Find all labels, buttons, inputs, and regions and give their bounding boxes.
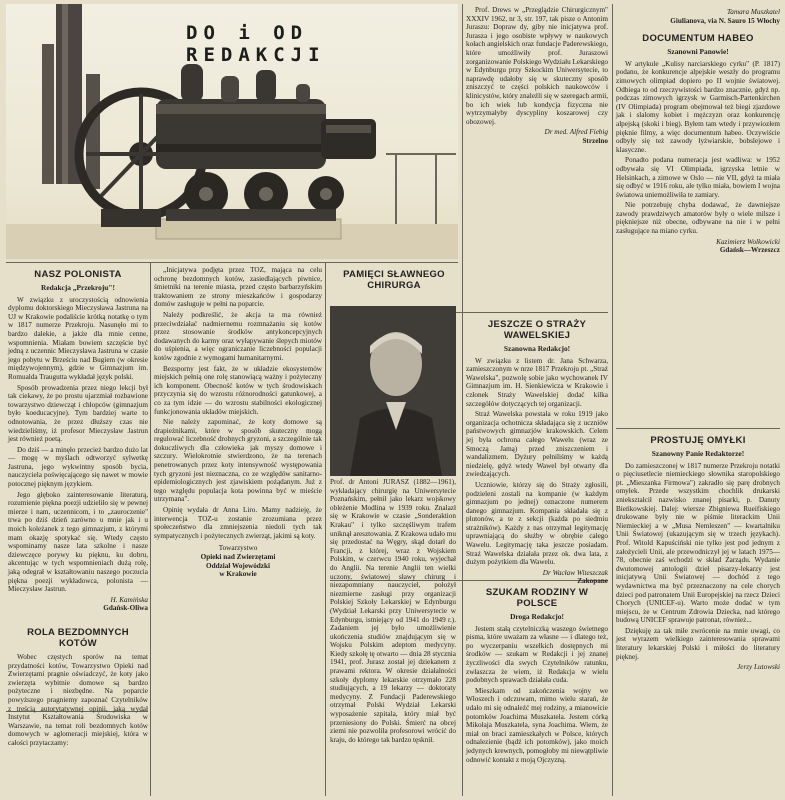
signature: H. Kamińska [110,595,148,604]
article-greeting: Szanowni Panowie! [667,47,729,57]
paragraph: Jestem stałą czytelniczką waszego świetnego pisma, które uważam za własne — i dlatego też, po wyczerpaniu wszelkich dostępnych mi środków — szukam w Redakcji i jej znanej życzliwości dla swych Czytelników ratunku, zwłaszcza że wiem, iż Redakcja w wielu podobnych sprawach działała cuda. [466,624,608,685]
paragraph: Uczniowie, którzy się do Straży zgłosili, podzieleni zostali na kompanie (w każdym gimnazjum po jednej) oznaczone numerem danego gimnazjum. Kompania składała się z plutonów, a te z sekcji (każda po siedmiu strażników). Każdy z nas otrzymał legitymację uprawniającą do służby w obrębie całego Wawelu. Legitymację taka jeszcze posiadam. Straż Wawelska działała przez ok. dwa lata, z dużym pożytkiem dla Wawelu. [466,480,608,567]
signature-line: Towarzystwo [218,544,258,553]
paragraph: Należy podkreślić, że akcja ta ma również przeciwdziałać nadmiernemu rozmnażaniu się kotów przez stosowanie środków antykoncepcyjnych dodawanych do karmy oraz wyłapywanie ślepych miotów do uśpienia, a więc ograniczanie liczebności populacji kotów zgodnie z wymogami humanitarnymi. [154,310,322,362]
article-polonista [8,266,148,796]
paragraph: Nie należy zapominać, że koty domowe są drapieżnikami, które w sposób skuteczny mogą regulować liczebność drobnych gryzoni, a szczególnie tak dokuczliwych dla człowieka jak myszy domowe i szczury. Wielokrotnie stwierdzono, że na terenach penetrowanych przez koty intensywność występowania tych gryzoni jest nieznaczna, co ze względów sanitarno-epidemiologicznych jest zjawiskiem pożądanym. Już z tego względu populacja kota powinna być w mieście utrzymana". [154,418,322,504]
paragraph: Opinię wydała dr Anna Liro. Mamy nadzieję, że interwencja TOZ-u zostanie zrozumiana przez społeczeństwo dla zmniejszenia niedoli tych tak sympatycznych i pożytecznych zwierząt, jakimi są koty. [154,506,322,540]
signature-place: Giulianova, via N. Sauro 15 Włochy [670,16,780,25]
paragraph: Mieszkam od zakończenia wojny we Włoszech i odczuwam, mimo wielu starań, że udało mi się odnaleźć mej rodziny, a mianowicie potomków Joachima Muszkatela. Jestem córką Mikołaja Muszkatela, syna Joachima. Wiem, że miał on braci zamieszkałych w Polsce, których odnalezienie (bądź ich potomków), jako moich jedynych krewnych, pomogłoby mi niewątpliwie odnowić kontakt z moją Ojczyzną. [466,686,608,764]
article-title: SZUKAM RODZINY W POLSCE [485,587,589,609]
paragraph: W związku z listem dr. Jana Schwarza, zamieszczonym w nrze 1817 Przekroju pt. „Straż Wawelska", pozwolę sobie jako wychowanek IV Gimnazjum im. H. Sienkiewicza w Krakowie i członek Straży Wawelskiej dodać kilka szczegółów dotyczących tej organizacji. [466,356,608,408]
chirurg-heading [330,266,458,310]
article-greeting: Droga Redakcjo! [510,612,564,621]
signature-place: Zakopane [577,577,608,586]
paragraph: Prof. Drews w „Przeglądzie Chirurgicznym" XXXIV 1962, nr 3, str. 197, tak pisze o Antonim Juraszu: Dopraw dy, giby nie inicjatywa prof. Jurasza i jego osobiste wpływy w naukowych kołach angielskich oraz fundacje Paderewskiego, które umożliwiły prof. Juraszowi zorganizowanie Polskiego Wydziału Lekarskiego w Edynburgu przy Szkockim Uniwersytecie, to naprawdę udałoby się w skuteczny sposób zniszczyć te części polskich naukowców i klinicystów, który znaleźli się w szeregach armii, bo ich wiek lub kondycja fizyczna nie wytrzymałyby dyscypliny koszarowej czy obozowej. [466,6,609,126]
paragraph: Bezsporny jest fakt, że w układzie ekosystemów miejskich pełnią one rolę stanowiącą ważny i pożyteczny ich komponent. Obecność kotów w tych środowiskach przyczynia się do wzrostu różnorodności gatunkowej, a co za tym idzie — do wzrostu stabilności ekologicznej funkcjonowania układów miejskich. [154,364,322,416]
paragraph: Do zamieszczonej w 1817 numerze Przekroju notatki o pięciusetlecie niemieckiego słownika staropolskiego pt. „Mieszanka Firmowa") zakradło się parę drobnych omyłek. Przede wszystkim chochlik drukarski zniekształcił nazwisko znanej pisarki, p. Danuty Bieńkowskiej. Dalej: wiersze Zbigniewa Rueifiskiego drukowane były nie w piśmie literackim Unii Niemieckiej a w „Musa Nemleszen" — kwartalniku Unii Światowej (ukazującym się w trzech językach). Prof. Witold Kapuściński nie tylko jest pod jednym z założycieli Unii, ale przewodniczył jej w latach 1975—78, obecnie zaś wchodzi w skład Zarządu. Wydanie dwutomowej antologii dzieł pisarzy-lekarzy jest inicjatywą Unii Światowej — dochód z tego wydawnictwa ma być przeznaczony na cele chorych dzieci pod patronatem Unii Europejskiej na rzecz Dzieci Chorych (UNICEF-u). Warto może dodać w tym miejscu, że w Centrum Zdrowia Dziecka, nad którego budową UNICEF sprawuje patronat, również... [616,461,780,625]
signature-block [154,544,322,578]
signature: Tamara Muszkatel [726,8,780,16]
column-rule [612,4,613,796]
signature: Dr Wacław Witeszczak [542,568,608,577]
article-chirurg-continued [466,6,608,306]
column-rule [325,262,326,796]
article-omylki [616,432,780,796]
column-rule [150,262,151,796]
article-title: PAMIĘCI SŁAWNEGO CHIRURGA [343,269,445,291]
column-rule [462,4,463,796]
article-rola [154,266,322,796]
banner [6,4,458,259]
article-straz [466,316,608,586]
section-title: DO i OD REDAKCJI [186,22,326,66]
article-title: ROLA BEZDOMNYCH KOTÓW [27,626,129,649]
paragraph: Straż Wawelska powstała w roku 1919 jako organizacja ochotnicza składająca się z uczniów państwowych gimnazjów krakowskich. Celem jej była ochrona całego Wawelu (wraz ze Smoczą Jamą) przed zniszczeniem i wandalizmem. Dyżury pełniliśmy w każdą niedzielę, gdyż wtedy Wawel był otwarty dla zwiedzających. [466,410,608,479]
article-title: PROSTUJĘ OMYŁKI [650,435,746,446]
paragraph: W artykule „Kulisy narciarskiego cyrku" (P. 1817) podano, że konkurencje alpejskie weszły do programu zimowych olimpiad dopiero po II wojnie światowej. Odbiega to od rzeczywistości bardzo znacznie, gdyż np. podczas zimowych igrzysk w Garmisch-Partenkirchen (IV Olimpiada) program obejmował też biegi zjazdowe jak i slalomy kobiet i mężczyzn oraz konkurencję alpejską (skoki i bieg). Byłem tam wtedy i przywiozłem pięknie filmy, a więc documentum habeo. Oczywiście odbyły się też zawody łyżwiarskie, bobslejowe i klasyczne. [616,59,780,154]
signature-line: w Krakowie [219,570,257,579]
signature-line: Opieki nad Zwierzętami [200,553,276,561]
article-chirurg [330,478,456,796]
article-title: NASZ POLONISTA [34,269,122,280]
article-habeo [616,6,780,426]
article-greeting: Szanowny Panie Redaktorze! [651,449,745,458]
paragraph: Do dziś — a minęło przecież bardzo dużo lat — mogę w myślach odtworzyć sylwetkę Jastruna, jego wykwintny sposób bycia, nauczyciela poświęcającego się nawet w mowie potocznej pięknym językiem. [8,445,148,489]
signature-place: Gdańsk—Wrzeszcz [719,246,780,255]
signature-place: Gdańsk-Oliwa [103,604,148,613]
paragraph: W związku z uroczystością odnowienia dyplomu doktorskiego Mieczysława Jastruna na UJ w Krakowie podaliście krótką notatkę o tym w 1817 numerze Przekroju. Nasunęło mi to bardzo dalekie, a jakże dla mnie cenne, wspomnienia. Miałam bowiem szczęście być jedną z uczennic Mieczysława Jastruna w czasie jego pobytu w Brześciu nad Bugiem (w okresie międzywojennym), gdzie w Gimnazjum im. Romualda Traugutta wykładał język polski. [8,295,148,381]
paragraph: Ponadto podana numeracja jest wadliwa: w 1952 odbywała się VI Olimpiada, igrzyska letnie w Helsinkach, a zimowe w Oslo — nie VII, gdyż ta miała się odbyć w 1916 roku, ale tylko miała, bowiem I wojna światowa uniemożliwiła te zamiary. [616,156,780,199]
paragraph: Nie potrzebuję chyba dodawać, że dawniejsze zawody prawdziwych amatorów były o wiele milsze i piękniejsze niż obecne, odbywane na nie i w pełni zasługujące na miano cyrku. [616,201,780,236]
signature-place: Strzelno [582,136,608,145]
article-rodzina [466,584,608,796]
signature: Jerzy Lutowski [737,663,780,672]
article-greeting: Redakcja „Przekroju"! [41,283,115,292]
photo-caption: Prof. dr Antoni JURASZ (1882—1961), wykładający chirurgię na Uniwersytecie Poznańskim, pełnił jako lekarz wojskowy obleżenie Modlina w 1939 roku. Znalazł się w Krakowie w czasie „Sonderaktion Krakau" i tylko szczęśliwym trafem uniknął aresztowania. Z Krakowa udało mu się przedostać na Węgry, skąd dotarł do Francji, z której, wraz z Wojskiem Polskim, w czerwcu 1940 roku, wyjechał do Anglii. Na terenie Anglii ten wielki uczony, światowej sławy chirurg i niezapomniany nauczyciel, położył niezmierne zasługi przy organizacji Polskiej Szkoły Lekarskiej w Edynburgu (Wydział Lekarski przy Uniwersytecie w Edynburgu, istniejący od 1941 do 1949 r.). Zadaniem jej było umożliwienie ukończenia studiów znajdującym się w Wojsku Polskim adeptom medycyny. Kiedy szkołę tę otwarto — dnia 28 stycznia 1941, prof. Jurasz został jej dziekanem z prawami rektora. W okresie działalności szkoły dyplomy lekarskie otrzymało 228 studiujących, a 19 lekarzy — doktoraty medycyny. Z Fundacji Paderewskiego otrzymał Polski Wydział Lekarski wyposażenie szpitala, który miał być przeniesiony do Polski. Śmierć na obcej ziemi nie pozwoliła profesorowi wrócić do kraju, do którego tak bardzo tęsknił. [330,478,456,744]
paragraph: Dziękuję za tak miłe zwrócenie na mnie uwagi, co jest wyrazem wielkiego zainteresowania sprawami literatury lekarskiej Polski i miłości do literatury pięknej. [616,626,780,661]
article-greeting: Szanowna Redakcjo! [503,344,571,353]
paragraph: Sposób prowadzenia przez niego lekcji był tak ciekawy, że po prostu ujarzmiał rozbawione towarzystwo dziewcząt i chłopców (gimnazjum było koeducacyjne). Tym bardziej warte to odnotowania, że przez dłuższy czas nie wiedzieliśmy, iż profesor Mieczysław Jastrun jest również poetą. [8,383,148,444]
article-title: JESZCZE O STRAŻY WAWELSKIEJ [487,319,587,341]
banner-rule [6,262,458,263]
article-rule [616,428,780,429]
portrait-photo [330,306,456,476]
signature: Kazimierz Wolkowicki [716,237,780,246]
paragraph: Jego głęboko zainteresowanie literaturą, rozumienie piękna poezji udzieliło się w pewnej mierze i nam, uczennicom, i to „zauroczenie" trwa po dziś dzień zarówno u mnie jak i u moich koleżanek z tego gimnazjum, z którymi mam okazję spotykać się. Wtedy często wspominamy nasze lata szkolne i nasze dziewczęce porywy ku pięknu, ku dobru, akcentując w tych wspomnieniach dużą rolę, jaką odegrał w kształtowaniu naszego poczucia piękna poezji wykładowca, polonista — Mieczysław Jastrun. [8,490,148,594]
signature: Dr med. Alfred Fiebig [544,128,608,137]
signature-line: Oddział Wojewódzki [206,561,270,570]
paragraph: „Inicjatywa podjęta przez TOZ, mająca na celu ochronę bezdomnych kotów, zasiedlających piwnice, śmietniki na terenie miasta, przed często barbarzyńskim traktowaniem ze strony mieszkańców i gospodarzy domów zasługuje w pełni na poparcie. [154,266,322,309]
paragraph: Wobec częstych sporów na temat przydatności kotów, Towarzystwo Opieki nad Zwierzętami pragnie oświadczyć, że koty jako zwierzęta wybitnie domowe są bardzo pożyteczne i niezbędne. Na poparcie powyższego pragniemy zapoznać Czytelników z treścią autorytatywnej opinii, jaką wydał Instytut Kształtowania Środowiska w Warszawie, na temat roli bezdomnych kotów domowych w aglomeracji miejskiej, która w całości przytaczamy: [8,652,148,747]
article-title: DOCUMENTUM HABEO [642,33,754,45]
